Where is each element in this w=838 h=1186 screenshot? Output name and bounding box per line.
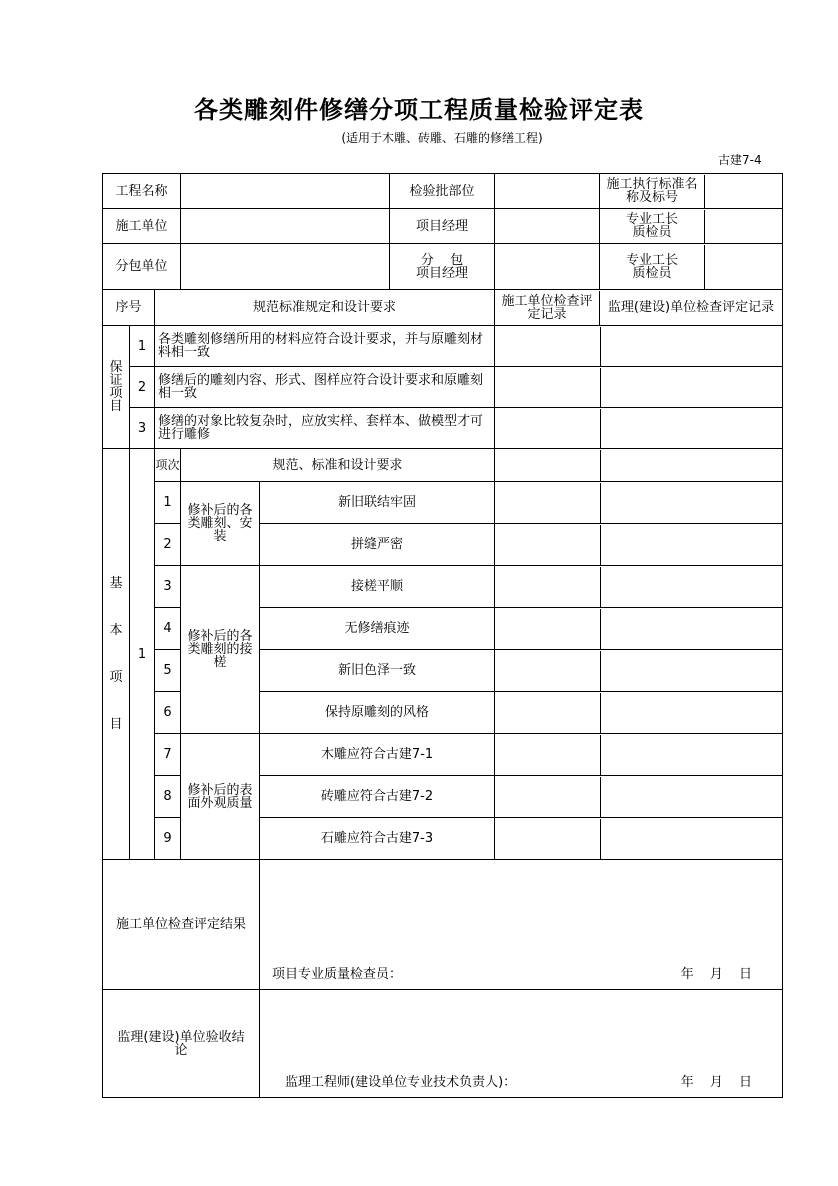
standard-name-group [600,174,783,209]
supervision-record-cell[interactable] [601,450,782,481]
supervision-record-cell[interactable] [601,525,782,565]
basic-row-text: 拼缝严密 [260,524,495,566]
construction-result-label: 施工单位检查评定结果 [103,860,260,990]
check-cells [495,449,783,482]
requirement-header: 规范标准规定和设计要求 [155,290,495,326]
construction-record-cell[interactable] [495,327,601,366]
construction-record-cell[interactable] [495,819,601,859]
guarantee-no: 2 [130,367,155,408]
basic-row-text: 接槎平顺 [260,566,495,608]
basic-row-text: 新旧联结牢固 [260,482,495,524]
foreman-group-2 [600,244,783,290]
basic-row-text: 新旧色泽一致 [260,650,495,692]
batch-part-value[interactable] [495,174,600,209]
check-cells [495,734,783,776]
supervision-engineer-label: 监理工程师(建设单位专业技术负责人)： [285,1074,517,1090]
construction-result-row [103,860,783,990]
basic-row-no: 6 [155,692,181,734]
sub-manager-value[interactable] [495,244,600,290]
foreman-inspector-label-1: 专业工长质检员 [600,210,705,243]
supervision-record-cell[interactable] [601,651,782,691]
foreman-group-1 [600,209,783,244]
basic-row-no: 2 [155,524,181,566]
sub-manager-label-a: 分 包 [420,252,464,268]
seq-header: 序号 [103,290,155,326]
subheader-text: 规范、标准和设计要求 [181,449,495,482]
guarantee-row [103,408,783,449]
basic-row-no: 5 [155,650,181,692]
inspection-table [102,173,783,1098]
check-cells [495,367,783,408]
construction-record-cell[interactable] [495,693,601,733]
check-header-group [495,290,783,326]
check-cells [495,326,783,367]
supervision-record-cell[interactable] [601,368,782,407]
project-name-value[interactable] [181,174,390,209]
guarantee-no: 1 [130,326,155,367]
supervision-record-cell[interactable] [601,409,782,448]
check-cells [495,566,783,608]
construction-record-cell[interactable] [495,483,601,523]
construction-record-cell[interactable] [495,735,601,775]
guarantee-text: 各类雕刻修缮所用的材料应符合设计要求，并与原雕刻材料相一致 [155,326,495,367]
basic-label: 基 本 项 目 [103,449,130,860]
construction-date: 年 月 日 [680,966,752,982]
guarantee-text: 修缮后的雕刻内容、形式、图样应符合设计要求和原雕刻相一致 [155,367,495,408]
supervision-record-cell[interactable] [601,777,782,817]
supervision-record-cell[interactable] [601,609,782,649]
batch-part-label: 检验批部位 [390,174,495,209]
sub-manager-label [390,244,495,290]
project-manager-value[interactable] [495,209,600,244]
basic-row [103,566,783,608]
form-code: 古建7-4 [718,153,762,167]
construction-record-cell[interactable] [495,777,601,817]
construction-check-header: 施工单位检查评定记录 [495,291,600,325]
construction-unit-label: 施工单位 [103,209,181,244]
basic-row-text: 石雕应符合古建7-3 [260,818,495,860]
foreman-inspector-label-2: 专业工长质检员 [600,245,705,289]
check-cells [495,776,783,818]
foreman-inspector-value-2[interactable] [705,245,782,289]
supervision-date: 年 月 日 [680,1074,752,1090]
supervision-result-area[interactable] [260,990,783,1098]
construction-record-cell[interactable] [495,609,601,649]
basic-row-no: 8 [155,776,181,818]
supervision-record-cell[interactable] [601,567,782,607]
basic-row-text: 保持原雕刻的风格 [260,692,495,734]
supervision-check-header: 监理(建设)单位检查评定记录 [607,300,775,315]
basic-subheader-row [103,449,783,482]
construction-result-area[interactable] [260,860,783,990]
basic-row-no: 9 [155,818,181,860]
basic-row-text: 木雕应符合古建7-1 [260,734,495,776]
construction-record-cell[interactable] [495,368,601,407]
basic-row-no: 7 [155,734,181,776]
construction-record-cell[interactable] [495,450,601,481]
quality-inspector-label: 项目专业质量检查员： [272,966,403,982]
supervision-record-cell[interactable] [601,327,782,366]
check-cells [495,818,783,860]
basic-group-name: 修补后的表面外观质量 [181,734,260,860]
check-cells [495,650,783,692]
basic-group-name: 修补后的各类雕刻、安装 [181,482,260,566]
guarantee-row [103,367,783,408]
construction-record-cell[interactable] [495,651,601,691]
basic-row-text: 无修缮痕迹 [260,608,495,650]
guarantee-row [103,326,783,367]
supervision-record-cell[interactable] [601,693,782,733]
supervision-record-cell[interactable] [601,819,782,859]
basic-group-name: 修补后的各类雕刻的接槎 [181,566,260,734]
basic-row [103,482,783,524]
check-cells [495,692,783,734]
basic-row-text: 砖雕应符合古建7-2 [260,776,495,818]
project-name-label: 工程名称 [103,174,181,209]
construction-record-cell[interactable] [495,567,601,607]
construction-unit-value[interactable] [181,209,390,244]
construction-record-cell[interactable] [495,525,601,565]
supervision-result-row [103,990,783,1098]
form-subtitle: (适用于木雕、砖雕、石雕的修缮工程) [341,131,543,145]
basic-row [103,734,783,776]
subcontract-unit-value[interactable] [181,244,390,290]
basic-row-no: 4 [155,608,181,650]
supervision-record-cell[interactable] [601,483,782,523]
basic-row-no: 3 [155,566,181,608]
guarantee-label: 保 证 项 目 [103,326,130,449]
guarantee-text: 修缮的对象比较复杂时，应放实样、套样本、做模型才可进行雕修 [155,408,495,449]
project-manager-label: 项目经理 [390,209,495,244]
subcontract-unit-label: 分包单位 [103,244,181,290]
supervision-record-cell[interactable] [601,735,782,775]
standard-name-value[interactable] [705,175,782,208]
basic-group-no: 1 [130,449,155,860]
foreman-inspector-value-1[interactable] [705,210,782,243]
guarantee-no: 3 [130,408,155,449]
subheader-no: 项次 [155,449,181,482]
form-title: 各类雕刻件修缮分项工程质量检验评定表 [194,96,644,124]
construction-record-cell[interactable] [495,409,601,448]
supervision-result-label: 监理(建设)单位验收结论 [103,990,260,1098]
basic-row-no: 1 [155,482,181,524]
check-cells [495,608,783,650]
check-cells [495,524,783,566]
sub-manager-label-b: 项目经理 [415,265,468,281]
standard-name-label: 施工执行标准名称及标号 [600,175,705,208]
check-cells [495,482,783,524]
check-cells [495,408,783,449]
